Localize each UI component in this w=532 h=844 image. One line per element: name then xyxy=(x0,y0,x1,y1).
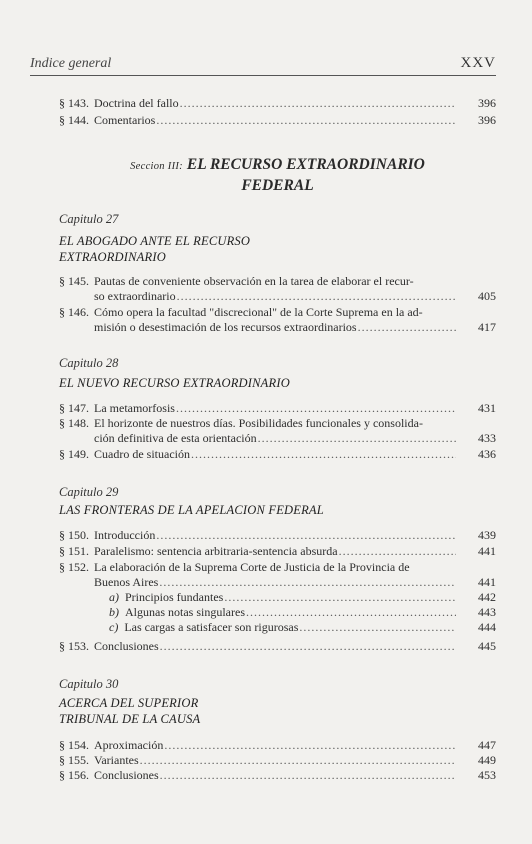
dot-leader xyxy=(164,738,456,753)
dot-leader xyxy=(156,528,456,543)
entry-page: 436 xyxy=(478,447,496,461)
entry-title-line: El horizonte de nuestros días. Posibilidades funcionales y consolida- xyxy=(94,416,423,430)
entry-page: 431 xyxy=(478,401,496,415)
toc-entry xyxy=(59,528,496,543)
dot-leader xyxy=(358,320,456,335)
entry-number: § 146. xyxy=(59,305,89,319)
toc-entry xyxy=(59,544,496,559)
running-head-title: Indice general xyxy=(30,56,112,71)
toc-entry xyxy=(59,753,496,768)
chapter-label: Capitulo 29 xyxy=(59,485,119,499)
entry-number: § 154. xyxy=(59,738,89,752)
entry-page: 441 xyxy=(478,575,496,589)
entry-title: La metamorfosis xyxy=(94,401,175,415)
entry-page: 405 xyxy=(478,289,496,303)
dot-leader xyxy=(258,431,456,446)
toc-subentry xyxy=(59,620,496,635)
section-heading xyxy=(59,155,496,195)
dot-leader xyxy=(159,575,456,590)
dot-leader xyxy=(160,768,456,783)
entry-page: 441 xyxy=(478,544,496,558)
entry-number: § 145. xyxy=(59,274,89,288)
dot-leader xyxy=(224,590,456,605)
entry-title: Paralelismo: sentencia arbitraria-sentencia absurda xyxy=(94,544,338,558)
entry-page: 442 xyxy=(478,590,496,604)
toc-entry xyxy=(59,305,496,335)
entry-title: Comentarios xyxy=(94,113,156,127)
subentry-letter: c) xyxy=(109,620,119,634)
dot-leader xyxy=(176,401,456,416)
dot-leader xyxy=(160,639,456,654)
chapter-label: Capitulo 30 xyxy=(59,677,119,691)
toc-entry xyxy=(59,416,496,446)
entry-number: § 149. xyxy=(59,447,89,461)
dot-leader xyxy=(339,544,456,559)
entry-number: § 151. xyxy=(59,544,89,558)
entry-number: § 143. xyxy=(59,96,89,110)
page-number: XXV xyxy=(460,55,496,71)
toc-entry xyxy=(59,560,496,590)
dot-leader xyxy=(191,447,456,462)
chapter-title: EL ABOGADO ANTE EL RECURSO EXTRAORDINARIO xyxy=(59,234,251,264)
header-rule xyxy=(30,75,496,76)
entry-title: Doctrina del fallo xyxy=(94,96,179,110)
entry-number: § 156. xyxy=(59,768,89,782)
entry-title-line: Cómo opera la facultad "discrecional" de la Corte Suprema en la ad- xyxy=(94,305,423,319)
entry-title: Las cargas a satisfacer son rigurosas xyxy=(124,620,299,634)
toc-entry xyxy=(59,274,496,304)
entry-title: Conclusiones xyxy=(94,768,159,782)
toc-entry xyxy=(59,738,496,753)
entry-title: Aproximación xyxy=(94,738,164,752)
toc-entry xyxy=(59,401,496,416)
entry-page: 453 xyxy=(478,768,496,782)
dot-leader xyxy=(246,605,456,620)
entry-title: Principios fundantes xyxy=(125,590,224,604)
toc-entry xyxy=(59,96,496,111)
entry-title-line: Pautas de conveniente observación en la tarea de elaborar el recur- xyxy=(94,274,414,288)
toc-subentry xyxy=(59,605,496,620)
entry-title-line: La elaboración de la Suprema Corte de Justicia de la Provincia de xyxy=(94,560,410,574)
subentry-letter: a) xyxy=(109,590,119,604)
entry-page: 417 xyxy=(478,320,496,334)
section-label: Seccion III: xyxy=(130,161,183,172)
entry-title: Variantes xyxy=(94,753,139,767)
entry-page: 447 xyxy=(478,738,496,752)
entry-title: ción definitiva de esta orientación xyxy=(94,431,257,445)
entry-page: 444 xyxy=(478,620,496,634)
toc-entry xyxy=(59,639,496,654)
entry-title: Cuadro de situación xyxy=(94,447,190,461)
entry-page: 396 xyxy=(478,113,496,127)
toc-entry xyxy=(59,768,496,783)
toc-subentry xyxy=(59,590,496,605)
dot-leader xyxy=(299,620,456,635)
toc-entry xyxy=(59,447,496,462)
chapter-title: LAS FRONTERAS DE LA APELACION FEDERAL xyxy=(59,503,324,517)
entry-title: Buenos Aires xyxy=(94,575,159,589)
chapter-title: EL NUEVO RECURSO EXTRAORDINARIO xyxy=(59,376,290,390)
entry-number: § 153. xyxy=(59,639,89,653)
entry-page: 433 xyxy=(478,431,496,445)
entry-title: Conclusiones xyxy=(94,639,159,653)
entry-number: § 148. xyxy=(59,416,89,430)
subentry-letter: b) xyxy=(109,605,119,619)
dot-leader xyxy=(177,289,456,304)
chapter-label: Capitulo 27 xyxy=(59,212,119,226)
entry-number: § 144. xyxy=(59,113,89,127)
section-title-line: FEDERAL xyxy=(241,177,314,194)
entry-title: misión o desestimación de los recursos extraordinarios xyxy=(94,320,357,334)
entry-title: Algunas notas singulares xyxy=(125,605,245,619)
entry-number: § 155. xyxy=(59,753,89,767)
dot-leader xyxy=(180,96,456,111)
entry-number: § 152. xyxy=(59,560,89,574)
dot-leader xyxy=(156,113,456,128)
entry-page: 445 xyxy=(478,639,496,653)
toc-entry xyxy=(59,113,496,128)
entry-page: 439 xyxy=(478,528,496,542)
entry-number: § 150. xyxy=(59,528,89,542)
entry-title: Introducción xyxy=(94,528,156,542)
entry-title: so extraordinario xyxy=(94,289,176,303)
chapter-title: ACERCA DEL SUPERIOR TRIBUNAL DE LA CAUSA xyxy=(59,696,201,726)
entry-page: 396 xyxy=(478,96,496,110)
entry-number: § 147. xyxy=(59,401,89,415)
entry-page: 449 xyxy=(478,753,496,767)
entry-page: 443 xyxy=(478,605,496,619)
dot-leader xyxy=(140,753,456,768)
running-head xyxy=(30,55,496,72)
chapter-label: Capitulo 28 xyxy=(59,356,119,370)
section-title-line: EL RECURSO EXTRAORDINARIO xyxy=(186,156,425,173)
